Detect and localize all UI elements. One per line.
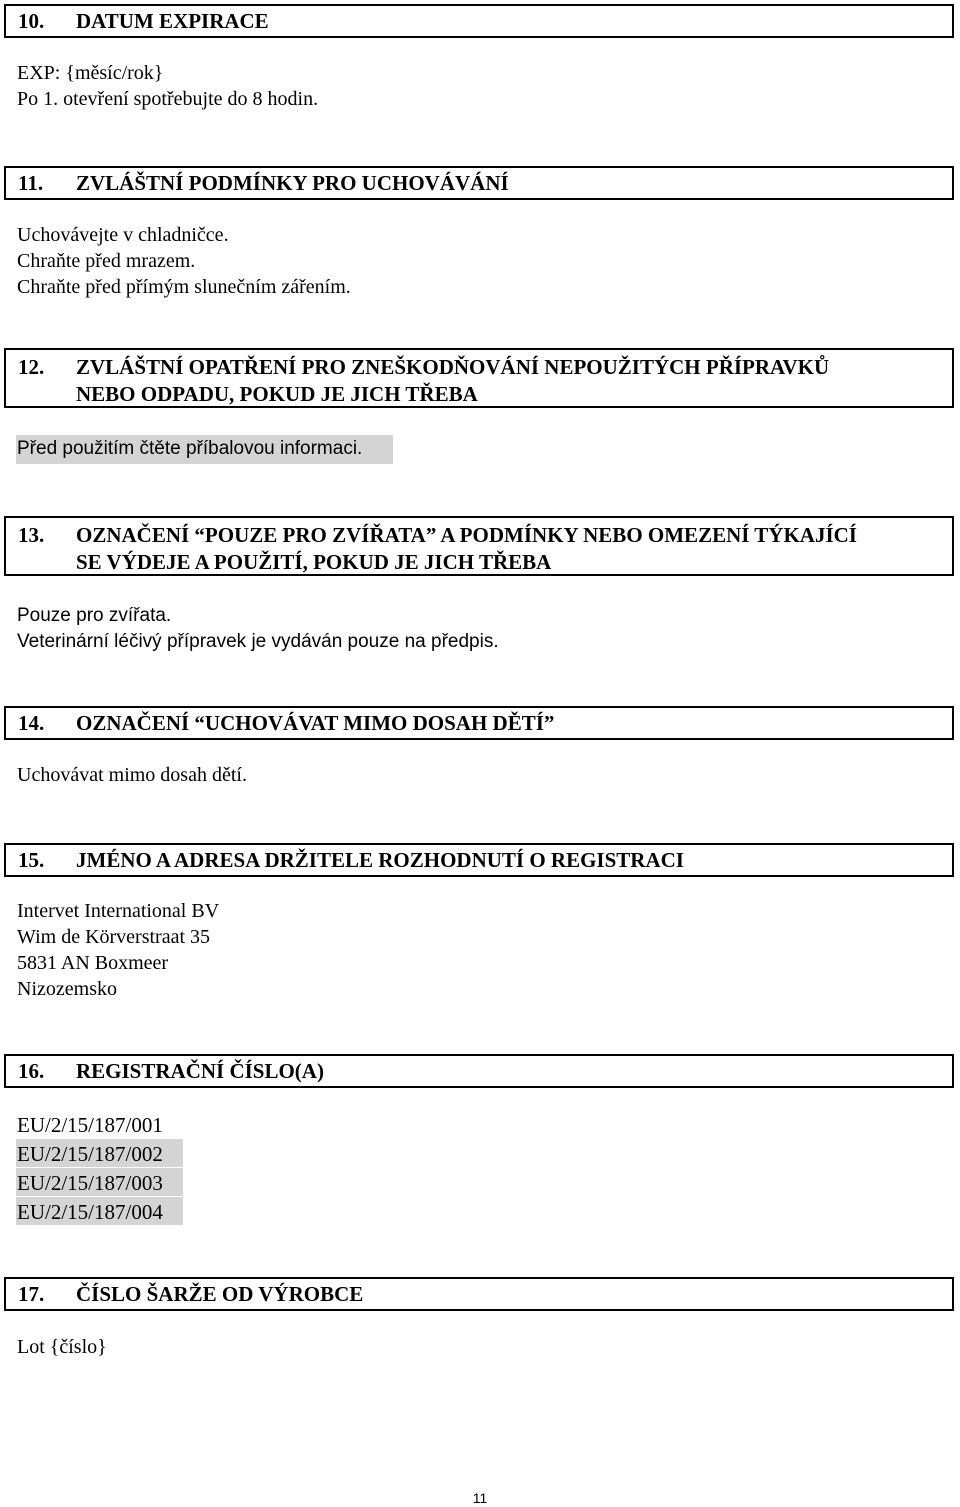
section-16-number: 16. [18, 1059, 45, 1083]
registration-number-3: EU/2/15/187/003 [17, 1171, 163, 1195]
section-13-title-line-2: SE VÝDEJE A POUŽITÍ, POKUD JE JICH TŘEBA [76, 550, 552, 574]
section-15-header [4, 843, 954, 877]
section-15-line-1: Intervet International BV [17, 900, 220, 922]
section-15-title: JMÉNO A ADRESA DRŽITELE ROZHODNUTÍ O REGISTRACI [76, 848, 684, 872]
section-11-line-1: Uchovávejte v chladničce. [17, 224, 229, 246]
section-17-number: 17. [18, 1282, 45, 1306]
section-11-header [4, 166, 954, 200]
section-13-line-2: Veterinární léčivý přípravek je vydáván pouze na předpis. [17, 631, 499, 652]
registration-number-1: EU/2/15/187/001 [17, 1113, 163, 1137]
registration-number-4: EU/2/15/187/004 [17, 1200, 163, 1224]
section-17-title: ČÍSLO ŠARŽE OD VÝROBCE [76, 1282, 364, 1306]
section-11-line-2: Chraňte před mrazem. [17, 250, 196, 272]
section-14-line-1: Uchovávat mimo dosah dětí. [17, 764, 247, 786]
section-16-title: REGISTRAČNÍ ČÍSLO(A) [76, 1059, 324, 1083]
section-15-line-4: Nizozemsko [17, 978, 117, 1000]
section-15-line-3: 5831 AN Boxmeer [17, 952, 169, 974]
section-10-number: 10. [18, 9, 45, 33]
section-10-line-2: Po 1. otevření spotřebujte do 8 hodin. [17, 88, 319, 110]
section-14-header [4, 706, 954, 740]
section-12-number: 12. [18, 355, 45, 379]
section-10-line-1: EXP: {měsíc/rok} [17, 62, 164, 84]
registration-number-2: EU/2/15/187/002 [17, 1142, 163, 1166]
section-12-title-line-2: NEBO ODPADU, POKUD JE JICH TŘEBA [76, 382, 478, 406]
section-12-line-1: Před použitím čtěte příbalovou informaci. [17, 438, 363, 459]
section-14-number: 14. [18, 711, 45, 735]
section-16-header [4, 1054, 954, 1088]
section-13-title-line-1: OZNAČENÍ “POUZE PRO ZVÍŘATA” A PODMÍNKY NEBO OMEZENÍ TÝKAJÍCÍ [76, 523, 857, 547]
section-11-line-3: Chraňte před přímým slunečním zářením. [17, 276, 351, 298]
section-17-header [4, 1277, 954, 1311]
section-13-number: 13. [18, 523, 45, 547]
section-12-title-line-1: ZVLÁŠTNÍ OPATŘENÍ PRO ZNEŠKODŇOVÁNÍ NEPOUŽITÝCH PŘÍPRAVKŮ [76, 355, 830, 379]
section-15-line-2: Wim de Körverstraat 35 [17, 926, 211, 948]
section-10-header [4, 4, 954, 38]
section-11-number: 11. [18, 171, 44, 195]
section-10-title: DATUM EXPIRACE [76, 9, 269, 33]
section-14-title: OZNAČENÍ “UCHOVÁVAT MIMO DOSAH DĚTÍ” [76, 711, 555, 735]
section-12-header [4, 348, 954, 408]
section-13-header [4, 516, 954, 576]
section-15-number: 15. [18, 848, 45, 872]
page-number: 11 [472, 1490, 488, 1506]
section-11-title: ZVLÁŠTNÍ PODMÍNKY PRO UCHOVÁVÁNÍ [76, 171, 509, 195]
section-13-line-1: Pouze pro zvířata. [17, 605, 172, 626]
section-17-line-1: Lot {číslo} [17, 1336, 107, 1358]
